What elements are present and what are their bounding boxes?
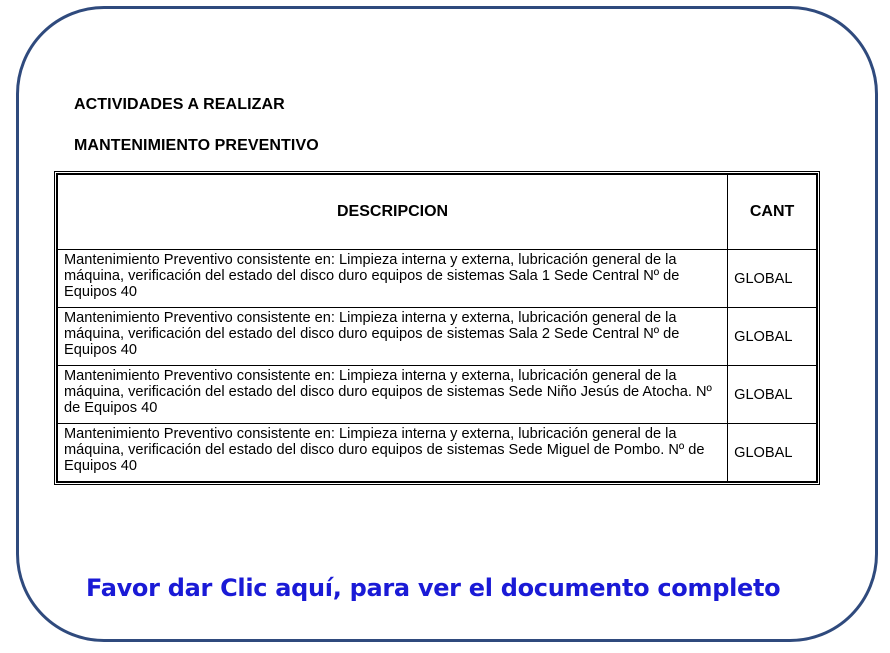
row-description: Mantenimiento Preventivo consistente en: Limpieza interna y externa, lubricación general de la máquina, verificación del estado del disco duro equipos de sistemas Sala 1 Sede Central Nº de Equipos 40	[57, 250, 728, 308]
column-header-description: DESCRIPCION	[57, 174, 728, 250]
table-row	[57, 366, 817, 424]
table-header-row	[57, 174, 817, 250]
view-full-document-link[interactable]: Favor dar Clic aquí, para ver el documento completo	[86, 574, 781, 602]
row-quantity: GLOBAL	[728, 424, 817, 483]
column-header-quantity: CANT	[728, 174, 817, 250]
table-row	[57, 424, 817, 483]
table-row	[57, 250, 817, 308]
activities-table	[56, 173, 818, 483]
row-quantity: GLOBAL	[728, 366, 817, 424]
row-description: Mantenimiento Preventivo consistente en: Limpieza interna y externa, lubricación general de la máquina, verificación del estado del disco duro equipos de sistemas Sede Niño Jesús de Atocha. Nº de Equipos 40	[57, 366, 728, 424]
table-row	[57, 308, 817, 366]
heading-maintenance: MANTENIMIENTO PREVENTIVO	[74, 137, 319, 154]
row-quantity: GLOBAL	[728, 250, 817, 308]
heading-activities: ACTIVIDADES A REALIZAR	[74, 96, 285, 113]
row-description: Mantenimiento Preventivo consistente en: Limpieza interna y externa, lubricación general de la máquina, verificación del estado del disco duro equipos de sistemas Sala 2 Sede Central Nº de Equipos 40	[57, 308, 728, 366]
row-quantity: GLOBAL	[728, 308, 817, 366]
row-description: Mantenimiento Preventivo consistente en: Limpieza interna y externa, lubricación general de la máquina, verificación del estado del disco duro equipos de sistemas Sede Miguel de Pombo. Nº de Equipos 40	[57, 424, 728, 483]
